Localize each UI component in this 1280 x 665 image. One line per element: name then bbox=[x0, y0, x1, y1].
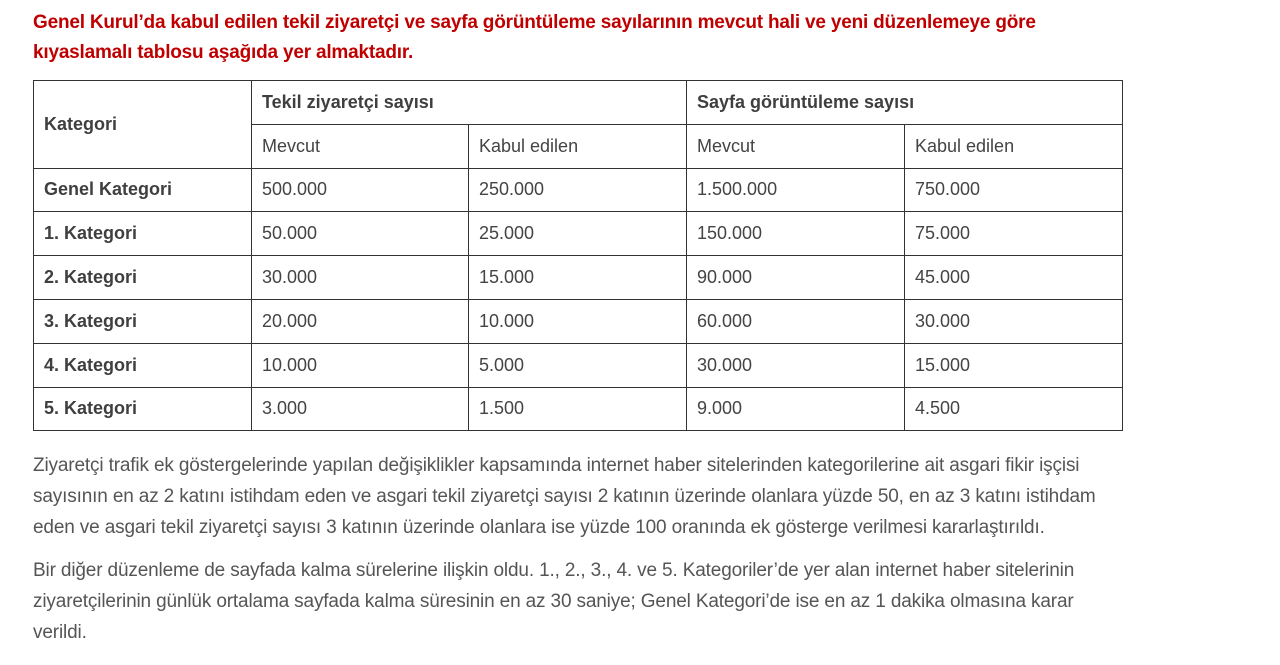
table-cell: 60.000 bbox=[687, 299, 905, 343]
sub-header-current: Mevcut bbox=[252, 124, 469, 168]
row-category: 4. Kategori bbox=[34, 343, 252, 387]
category-header: Kategori bbox=[34, 81, 252, 169]
table-row bbox=[34, 343, 1123, 387]
table-cell: 30.000 bbox=[905, 299, 1123, 343]
table-cell: 150.000 bbox=[687, 212, 905, 256]
table-cell: 1.500 bbox=[469, 387, 687, 431]
row-category: 3. Kategori bbox=[34, 299, 252, 343]
table-cell: 750.000 bbox=[905, 168, 1123, 212]
table-cell: 500.000 bbox=[252, 168, 469, 212]
table-cell: 3.000 bbox=[252, 387, 469, 431]
table-row bbox=[34, 387, 1123, 431]
comparison-table bbox=[33, 80, 1123, 431]
paragraph-time-on-page: Bir diğer düzenleme de sayfada kalma sürelerine ilişkin oldu. 1., 2., 3., 4. ve 5. Kategoriler’de yer alan internet haber sitelerinin ziyaretçilerinin günlük ortalama sayfada kalma süresinin en az 30 saniye; Genel Kategori’de ise en az 1 dakika olmasına karar verildi. bbox=[33, 560, 1075, 644]
table-cell: 10.000 bbox=[469, 299, 687, 343]
table-cell: 250.000 bbox=[469, 168, 687, 212]
article-body bbox=[33, 8, 1123, 648]
row-category: 1. Kategori bbox=[34, 212, 252, 256]
table-cell: 20.000 bbox=[252, 299, 469, 343]
row-category: Genel Kategori bbox=[34, 168, 252, 212]
row-category: 5. Kategori bbox=[34, 387, 252, 431]
table-cell: 4.500 bbox=[905, 387, 1123, 431]
table-body bbox=[34, 81, 1123, 431]
table-cell: 1.500.000 bbox=[687, 168, 905, 212]
intro-heading: Genel Kurul’da kabul edilen tekil ziyaretçi ve sayfa görüntüleme sayılarının mevcut hali ve yeni düzenlemeye göre kıyaslamalı tablosu aşağıda yer almaktadır. bbox=[33, 12, 1036, 63]
table-row bbox=[34, 299, 1123, 343]
sub-header-accepted: Kabul edilen bbox=[905, 124, 1123, 168]
table-row bbox=[34, 256, 1123, 300]
table-cell: 15.000 bbox=[905, 343, 1123, 387]
table-cell: 25.000 bbox=[469, 212, 687, 256]
sub-header-current: Mevcut bbox=[687, 124, 905, 168]
unique-visitors-header: Tekil ziyaretçi sayısı bbox=[252, 81, 687, 125]
table-cell: 50.000 bbox=[252, 212, 469, 256]
row-category: 2. Kategori bbox=[34, 256, 252, 300]
page-views-header: Sayfa görüntüleme sayısı bbox=[687, 81, 1123, 125]
table-cell: 9.000 bbox=[687, 387, 905, 431]
table-cell: 90.000 bbox=[687, 256, 905, 300]
table-cell: 5.000 bbox=[469, 343, 687, 387]
table-group-header-row bbox=[34, 81, 1123, 125]
table-cell: 45.000 bbox=[905, 256, 1123, 300]
table-row bbox=[34, 168, 1123, 212]
table-row bbox=[34, 212, 1123, 256]
sub-header-accepted: Kabul edilen bbox=[469, 124, 687, 168]
table-cell: 30.000 bbox=[687, 343, 905, 387]
table-cell: 30.000 bbox=[252, 256, 469, 300]
table-cell: 75.000 bbox=[905, 212, 1123, 256]
table-cell: 10.000 bbox=[252, 343, 469, 387]
table-cell: 15.000 bbox=[469, 256, 687, 300]
paragraph-traffic-indicators: Ziyaretçi trafik ek göstergelerinde yapılan değişiklikler kapsamında internet haber sitelerinden kategorilerine ait asgari fikir işçisi sayısının en az 2 katını istihdam eden ve asgari tekil ziyaretçi sayısı 2 katının üzerinde olanlara yüzde 50, en az 3 katını istihdam eden ve asgari tekil ziyaretçi sayısı 3 katının üzerinde olanlara ise yüzde 100 oranında ek gösterge verilmesi kararlaştırıldı. bbox=[33, 455, 1096, 539]
